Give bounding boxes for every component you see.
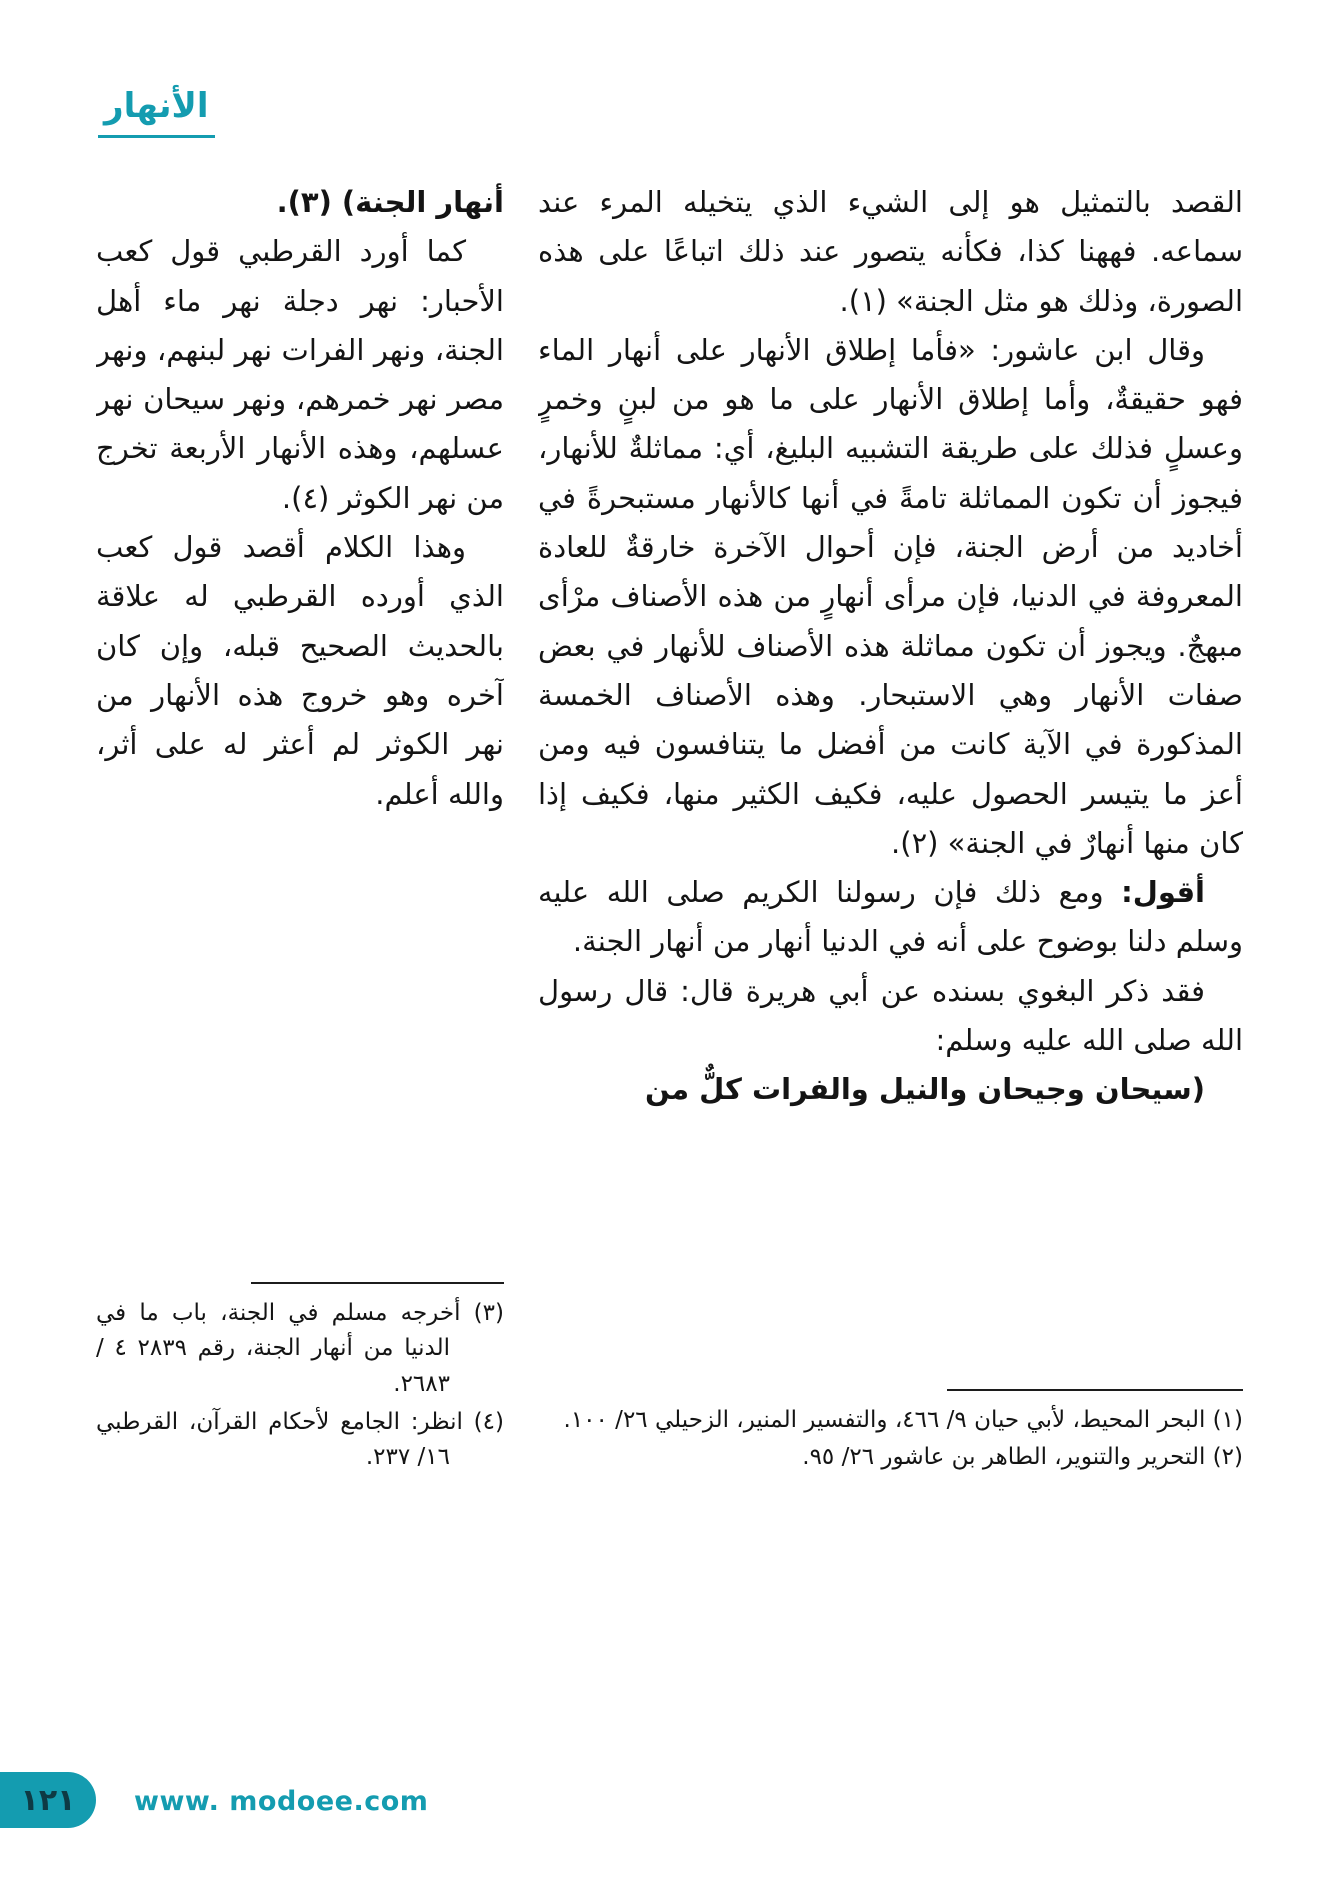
paragraph-lead: أقول: <box>1121 875 1205 910</box>
footnote-separator <box>251 1282 504 1284</box>
paragraph-text: ومع ذلك فإن رسولنا الكريم صلى الله عليه وسلم دلنا بوضوح على أنه في الدنيا أنهار من أنهار الجنة. <box>538 875 1243 959</box>
page-number-badge <box>0 1772 96 1828</box>
hadith-text: (سيحان وجيحان والنيل والفرات كلٌّ من <box>644 1072 1205 1107</box>
paragraph: كما أورد القرطبي قول كعب الأحبار: نهر دجلة نهر ماء أهل الجنة، ونهر الفرات نهر لبنهم، ونهر مصر نهر خمرهم، ونهر سيحان نهر عسلهم، وهذه الأنهار الأربعة تخرج من نهر الكوثر (٤). <box>96 234 504 515</box>
paragraph: وهذا الكلام أقصد قول كعب الذي أورده القرطبي له علاقة بالحديث الصحيح قبله، وإن كان آخره وهو خروج هذه الأنهار من نهر الكوثر لم أعثر له على أثر، والله أعلم. <box>96 530 504 811</box>
footnotes-block-left <box>96 1274 504 1478</box>
page-content <box>96 178 1243 1478</box>
hadith-text-continuation: أنهار الجنة) (٣). <box>276 185 504 219</box>
footnote: (٤) انظر: الجامع لأحكام القرآن، القرطبي ١٦/ ٢٣٧. <box>96 1408 504 1471</box>
page-number: ١٢١ <box>20 1782 76 1818</box>
paragraph: فقد ذكر البغوي بسنده عن أبي هريرة قال: قال رسول الله صلى الله عليه وسلم: <box>538 973 1243 1058</box>
footnote: (٣) أخرجه مسلم في الجنة، باب ما في الدنيا من أنهار الجنة، رقم ٢٨٣٩ ٤ / ٢٦٨٣. <box>96 1299 504 1398</box>
website-text: www. modoee.com <box>134 1786 429 1817</box>
footnote-separator <box>947 1389 1243 1391</box>
footnote: (٢) التحرير والتنوير، الطاهر بن عاشور ٢٦/ ٩٥. <box>802 1444 1243 1471</box>
paragraph <box>538 868 1243 967</box>
paragraph: وقال ابن عاشور: «فأما إطلاق الأنهار على أنهار الماء فهو حقيقةٌ، وأما إطلاق الأنهار على ما هو من لبنٍ وخمرٍ وعسلٍ فذلك على طريقة التشبيه البليغ، أي: مماثلةٌ للأنهار، فيجوز أن تكون المماثلة تامةً في أنها كالأنهار مستبحرةً في أخاديد من أرض الجنة، فإن أحوال الآخرة خارقةٌ للعادة المعروفة في الدنيا، فإن مرأى أنهارٍ من هذه الأصناف مرْأى مبهجٌ. ويجوز أن تكون مماثلة هذه الأصناف للأنهار في بعض صفات الأنهار وهي الاستبحار. وهذه الأصناف الخمسة المذكورة في الآية كانت من أفضل ما يتنافسون فيه ومن أعز ما يتيسر الحصول عليه، فكيف الكثير منها، فكيف إذا كان منها أنهارٌ في الجنة» (٢). <box>538 332 1243 860</box>
footnote: (١) البحر المحيط، لأبي حيان ٩/ ٤٦٦، والتفسير المنير، الزحيلي ٢٦/ ١٠٠. <box>563 1406 1243 1433</box>
footnotes-block-right <box>538 1381 1243 1478</box>
secondary-text-column <box>96 178 504 1478</box>
main-text-column <box>538 178 1243 1478</box>
paragraph: القصد بالتمثيل هو إلى الشيء الذي يتخيله المرء عند سماعه. فههنا كذا، فكأنه يتصور عند ذلك اتباعًا على هذه الصورة، وذلك هو مثل الجنة» (١). <box>538 185 1243 318</box>
page-header-title: الأنهار <box>98 86 215 138</box>
